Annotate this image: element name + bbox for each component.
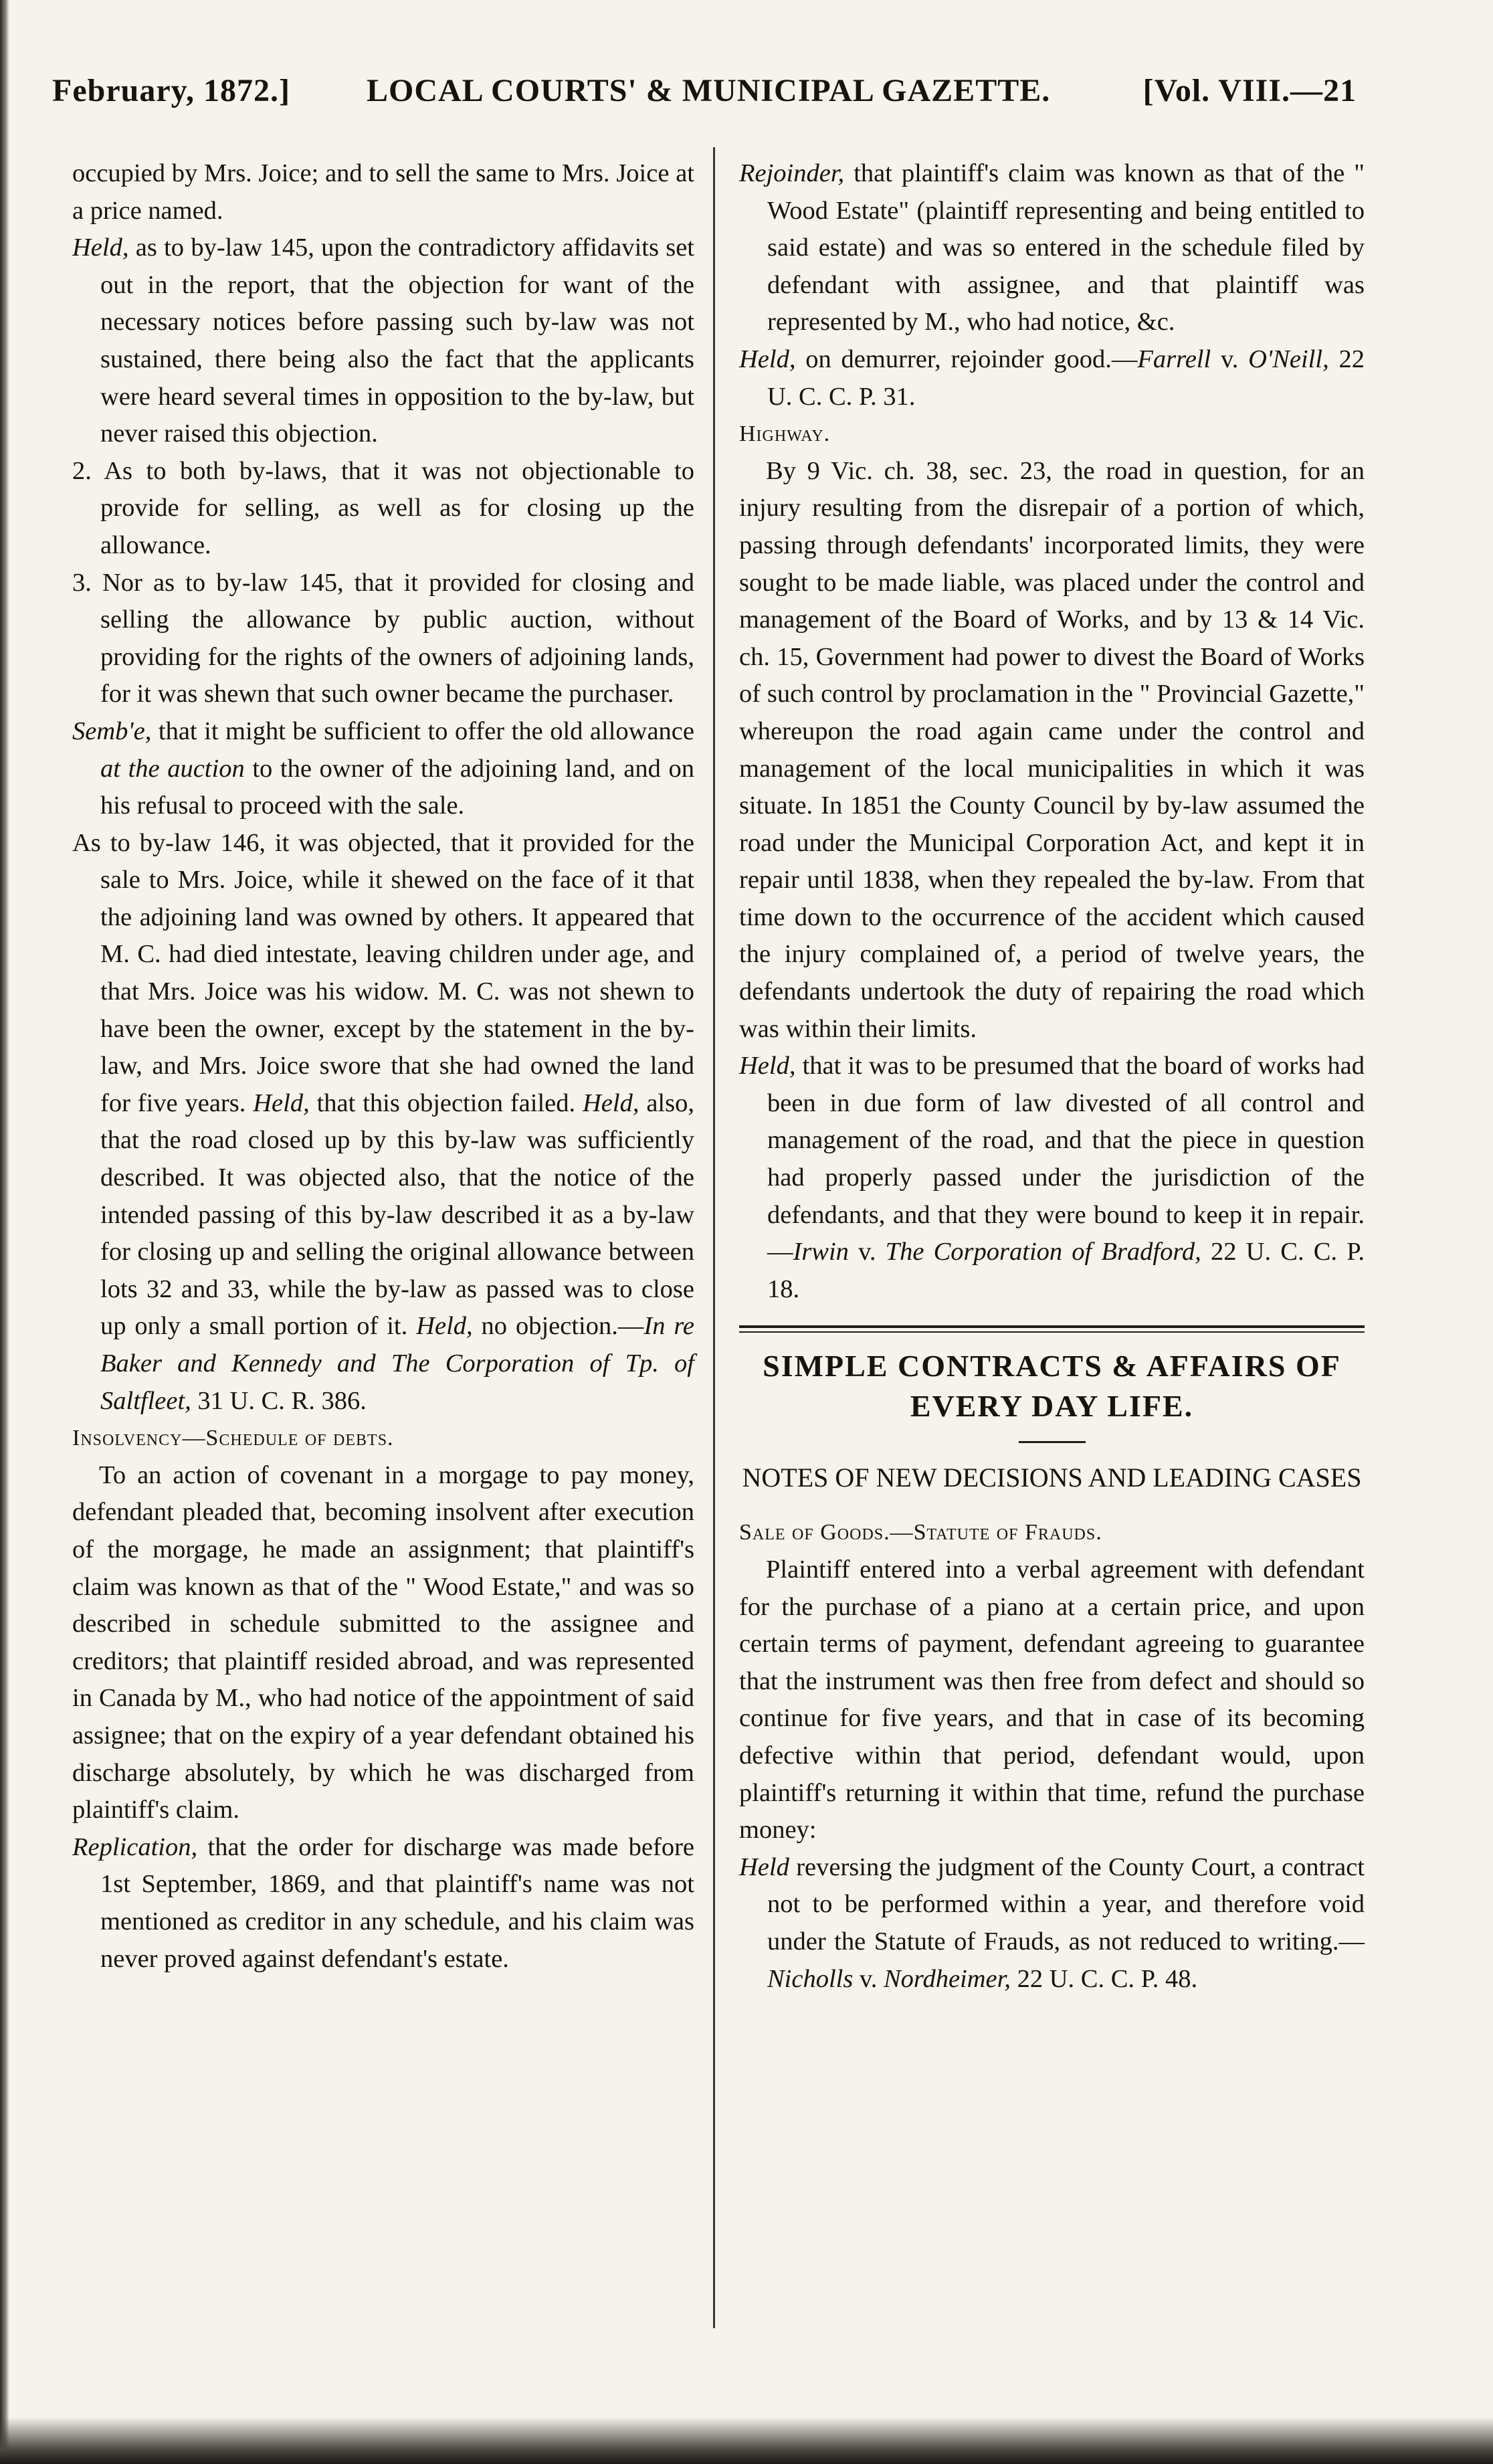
paragraph: occupied by Mrs. Joice; and to sell the same to Mrs. Joice at a price named. [72, 159, 694, 225]
paragraph: 2. As to both by-laws, that it was not objectionable to provide for selling, as well as for closing up the allowance. [72, 456, 694, 559]
section-heading: Insolvency—Schedule of debts. [72, 1426, 394, 1451]
right-column [739, 155, 1365, 1998]
page-bottom-shadow [0, 2417, 1493, 2464]
subsection-title: NOTES OF NEW DECISIONS AND LEADING CASES [742, 1462, 1362, 1493]
paragraph: 3. Nor as to by-law 145, that it provided for closing and selling the allowance by public auction, without providing for the rights of the owners of adjoining lands, for it was shewn that such owner became the purchaser. [72, 568, 694, 708]
page-edge-shadow [0, 0, 9, 2464]
paragraph: Held, on demurrer, rejoinder good.—Farrell v. O'Neill, 22 U. C. C. P. 31. [739, 345, 1365, 411]
page-header [52, 72, 1357, 126]
paragraph: Held, that it was to be presumed that the board of works had been in due form of law divested of all control and management of the road, and that the piece in question had properly passed under the jurisdiction of the defendants, and that they were bound to keep it in repair.—Irwin v. The Corporation of Bradford, 22 U. C. C. P. 18. [739, 1052, 1365, 1303]
section-heading: Highway. [739, 421, 831, 447]
paragraph: Semb'e, that it might be sufficient to offer the old allowance at the auction to the owner of the adjoining land, and on his refusal to proceed with the sale. [72, 717, 694, 820]
header-title: LOCAL COURTS' & MUNICIPAL GAZETTE. [367, 73, 1051, 108]
short-rule [1019, 1441, 1086, 1443]
paragraph: By 9 Vic. ch. 38, sec. 23, the road in question, for an injury resulting from the disrepair of a portion of which, passing through defendants' incorporated limits, they were sought to be made liable, was placed under the control and management of the Board of Works, and by 13 & 14 Vic. ch. 15, Government had power to divest the Board of Works of such control by proclamation in the " Provincial Gazette," whereupon the road again came under the control and management of the local municipalities in which it was situate. In 1851 the County Council by by-law assumed the road under the Municipal Corporation Act, and kept it in repair until 1838, when they repealed the by-law. From that time down to the occurrence of the accident which caused the injury complained of, a period of twelve years, the defendants undertook the duty of repairing the road which was within their limits. [739, 456, 1365, 1043]
paragraph: Held reversing the judgment of the County Court, a contract not to be performed within a year, and therefore void under the Statute of Frauds, as not reduced to writing.—Nicholls v. Nordheimer, 22 U. C. C. P. 48. [739, 1853, 1365, 1993]
left-column [72, 155, 694, 1978]
paragraph: Plaintiff entered into a verbal agreement with defendant for the purchase of a piano at a certain price, and upon certain terms of payment, defendant agreeing to guarantee that the instrument was then free from defect and should so continue for five years, and that in case of its becoming defective within that period, defendant would, upon plaintiff's returning it within that time, refund the purchase money: [739, 1555, 1365, 1844]
section-heading: Sale of Goods.—Statute of Frauds. [739, 1520, 1102, 1545]
paragraph: Held, as to by-law 145, upon the contradictory affidavits set out in the report, that the objection for want of the necessary notices before passing such by-law was not sustained, there being also the fact that the applicants were heard several times in opposition to the by-law, but never raised this objection. [72, 233, 694, 448]
header-date: February, 1872.] [52, 73, 290, 108]
column-divider [713, 147, 715, 2328]
double-rule [739, 1325, 1365, 1333]
paragraph: As to by-law 146, it was objected, that it provided for the sale to Mrs. Joice, while it shewed on the face of it that the adjoining land was owned by others. It appeared that M. C. had died intestate, leaving children under age, and that Mrs. Joice was his widow. M. C. was not shewn to have been the owner, except by the statement in the by-law, and Mrs. Joice swore that she had owned the land for five years. Held, that this objection failed. Held, also, that the road closed up by this by-law was sufficiently described. It was objected also, that the notice of the intended passing of this by-law described it as a by-law for closing up and selling the original allowance between lots 32 and 33, while the by-law as passed was to close up only a small portion of it. Held, no objection.—In re Baker and Kennedy and The Corporation of Tp. of Saltfleet, 31 U. C. R. 386. [72, 828, 695, 1415]
paragraph: Rejoinder, that plaintiff's claim was known as that of the " Wood Estate" (plaintiff representing and being entitled to said estate) and was so entered in the schedule filed by defendant with assignee, and that plaintiff was represented by M., who had notice, &c. [739, 159, 1365, 337]
paragraph: To an action of covenant in a morgage to pay money, defendant pleaded that, becoming insolvent after execution of the morgage, he made an assignment; that plaintiff's claim was known as that of the " Wood Estate," and was so described in schedule submitted to the assignee and creditors; that plaintiff resided abroad, and was represented in Canada by M., who had notice of the appointment of said assignee; that on the expiry of a year defendant obtained his discharge absolutely, by which he was discharged from plaintiff's claim. [72, 1460, 694, 1824]
paragraph: Replication, that the order for discharge was made before 1st September, 1869, and that plaintiff's name was not mentioned as creditor in any schedule, and his claim was never proved against defendant's estate. [72, 1832, 694, 1973]
header-volume: [Vol. VIII.—21 [1142, 73, 1357, 108]
section-title: SIMPLE CONTRACTS & AFFAIRS OF EVERY DAY LIFE. [763, 1349, 1341, 1424]
